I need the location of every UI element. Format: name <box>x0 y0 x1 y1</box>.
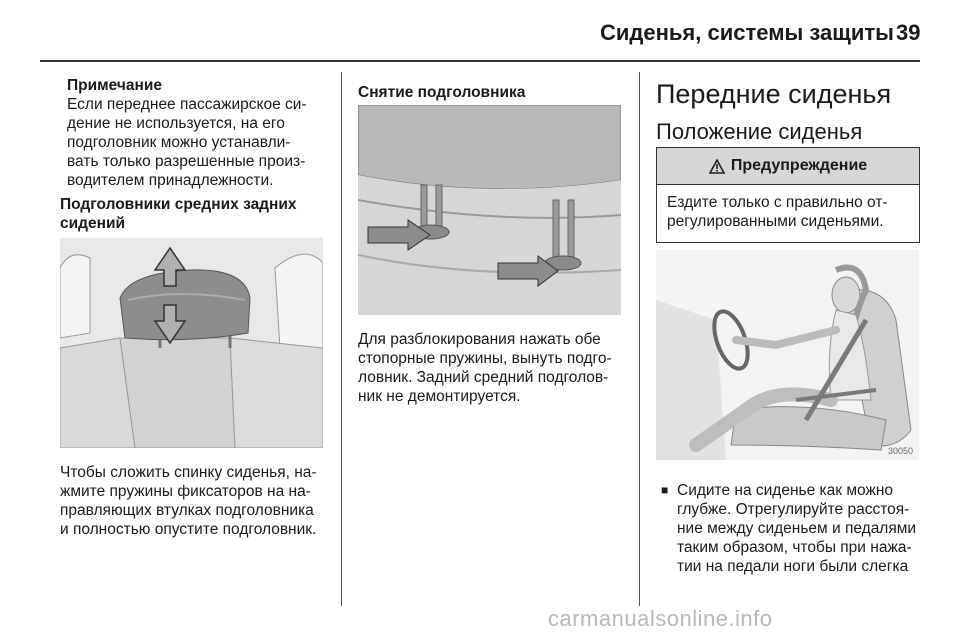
body-line: ловник. Задний средний подголов- <box>358 369 609 386</box>
watermark: carmanualsonline.info <box>548 606 773 631</box>
removal-subheading: Снятие подголовника <box>358 84 526 101</box>
warning-line: регулированными сиденьями. <box>667 213 884 230</box>
column-divider-1 <box>341 72 342 606</box>
col2-body <box>358 330 633 406</box>
page-number: 39 <box>896 20 921 45</box>
warning-title: Предупреждение <box>730 157 868 174</box>
col1-body <box>60 463 335 539</box>
note-block <box>67 76 332 190</box>
note-line: вать только разрешенные произ- <box>67 153 306 170</box>
body-line: Для разблокирования нажать обе <box>358 331 601 348</box>
note-line: подголовник можно устанавли- <box>67 134 291 151</box>
warning-triangle-icon <box>709 159 725 174</box>
body-line: и полностью опустите подголовник. <box>60 521 317 538</box>
warning-header <box>657 148 919 185</box>
note-line: Если переднее пассажирское си- <box>67 96 307 113</box>
section-subheading <box>60 195 335 233</box>
headrest-removal-illustration <box>358 105 621 315</box>
body-line: ник не демонтируется. <box>358 388 521 405</box>
bullet-line: ние между сиденьем и педалями <box>677 520 917 537</box>
body-line: Чтобы сложить спинку сиденья, на- <box>60 464 317 481</box>
page-header-title: Сиденья, системы защиты <box>600 20 894 45</box>
section-heading: Передние сиденья <box>656 79 892 109</box>
bullet-line: тии на педали ноги были слегка <box>677 558 909 575</box>
figure-code: 30050 <box>887 446 913 456</box>
headrest-illustration <box>60 238 323 448</box>
subsection-heading: Положение сиденья <box>656 119 863 144</box>
note-line: дение не используется, на его <box>67 115 285 132</box>
bullet-line: Сидите на сиденье как можно <box>677 482 894 499</box>
bullet-square-icon: ■ <box>661 483 669 497</box>
subhead-line: Подголовники средних задних <box>60 196 297 213</box>
subhead-line: сидений <box>60 215 126 232</box>
note-line: водителем принадлежности. <box>67 172 274 189</box>
warning-box <box>656 147 920 243</box>
header-rule <box>40 60 920 62</box>
driver-seat-illustration <box>656 250 919 460</box>
bullet-text <box>677 481 916 576</box>
bullet-line: таким образом, чтобы при нажа- <box>677 539 912 556</box>
warning-line: Ездите только с правильно от- <box>667 194 888 211</box>
body-line: правляющих втулках подголовника <box>60 502 314 519</box>
warning-body <box>657 185 919 239</box>
column-divider-2 <box>639 72 640 606</box>
bullet-item <box>661 481 931 576</box>
note-title: Примечание <box>67 77 162 94</box>
body-line: стопорные пружины, вынуть подго- <box>358 350 612 367</box>
bullet-line: глубже. Отрегулируйте расстоя- <box>677 501 910 518</box>
body-line: жмите пружины фиксаторов на на- <box>60 483 311 500</box>
